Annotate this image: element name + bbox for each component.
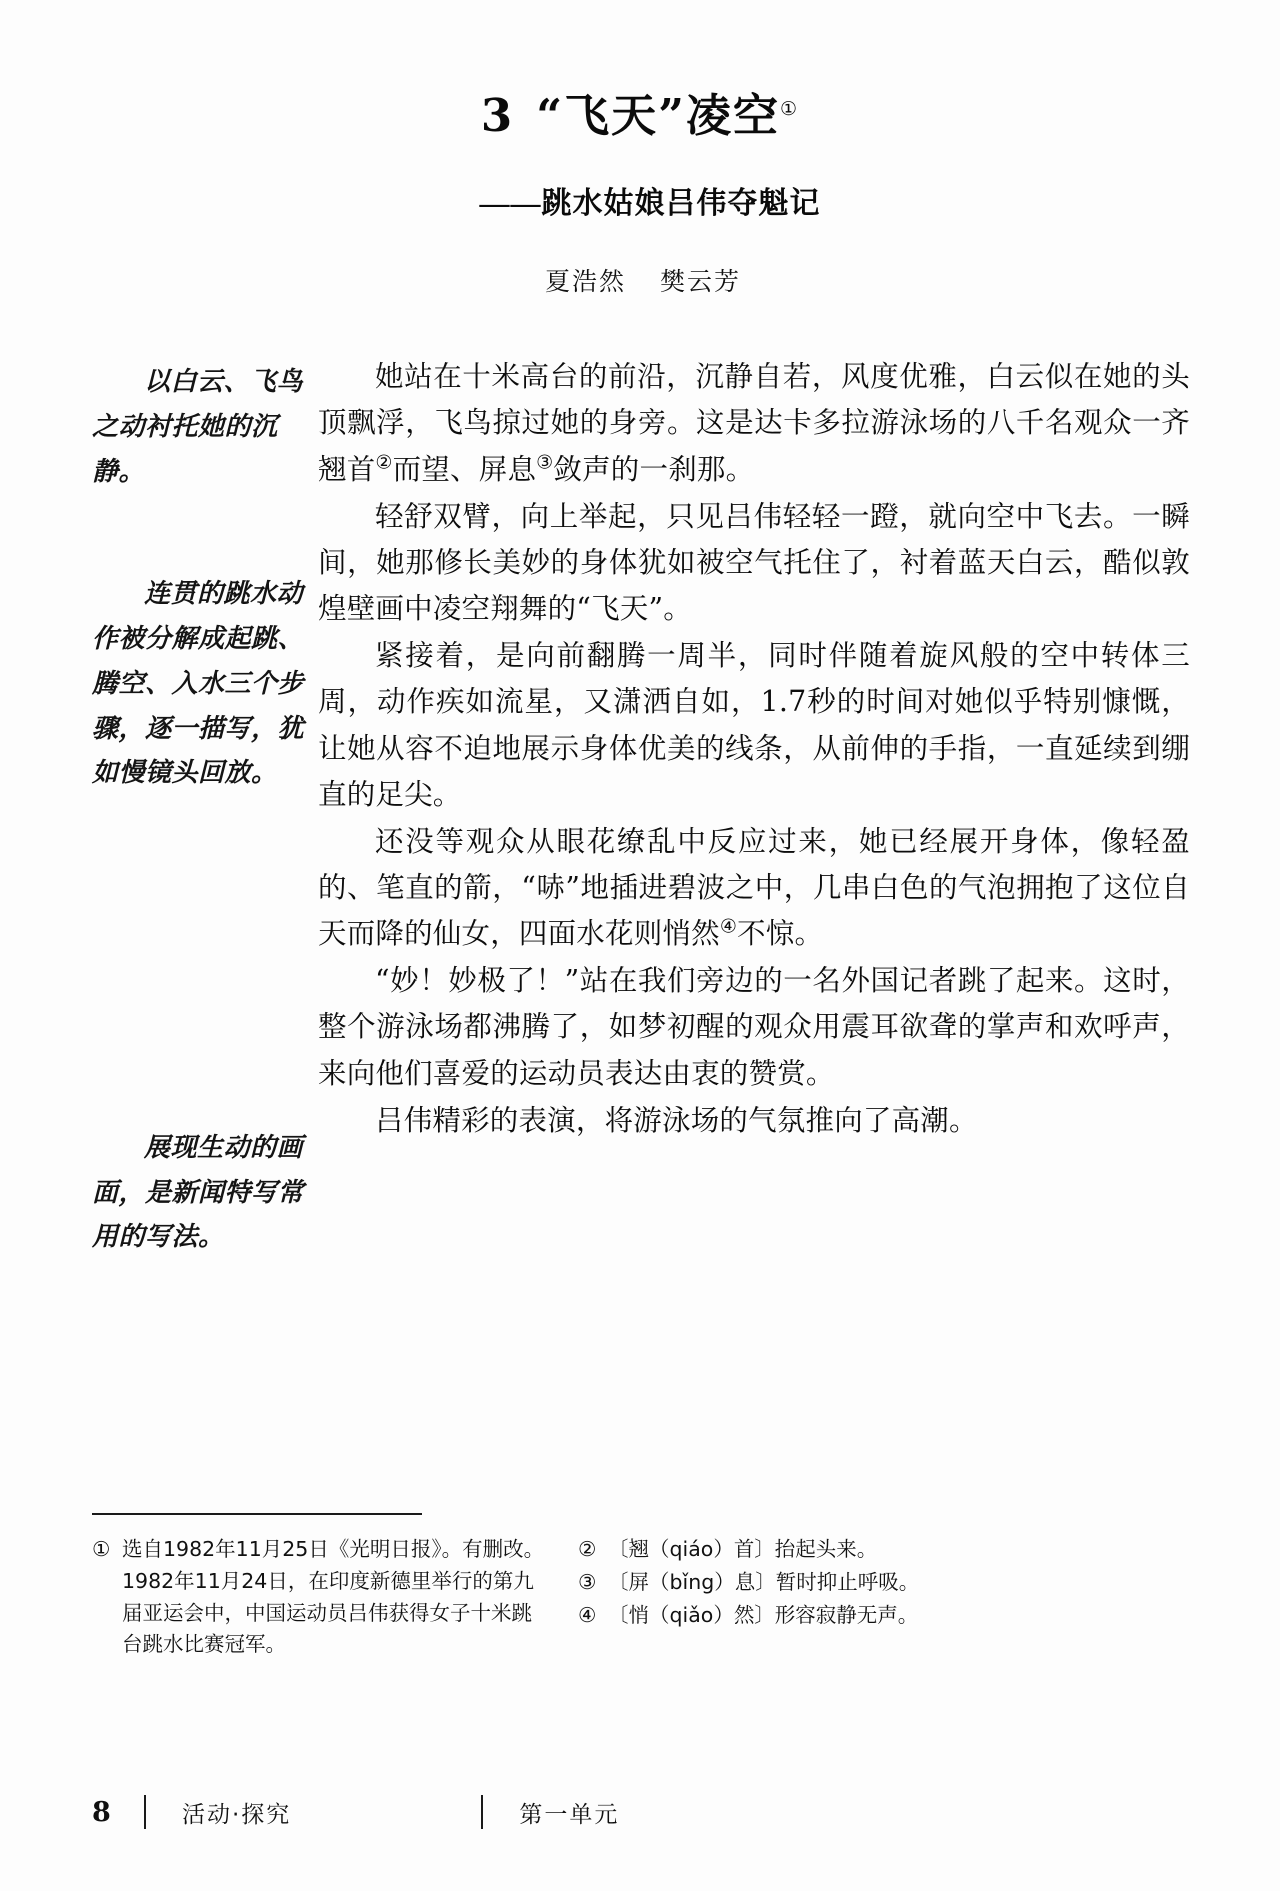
body-paragraph-5 [318,958,1190,1096]
footnote-marker: ④ [578,1602,597,1627]
footnote-marker-2-icon: ② [375,451,393,474]
paragraph-text: 吕伟精彩的表演，将游泳场的气氛推向了高潮。 [375,1103,978,1137]
footnote-separator-rule [92,1513,422,1515]
footnote-marker: ① [92,1537,111,1561]
paragraph-text: 还没等观众从眼花缭乱中反应过来，她已经展开身体，像轻盈的、笔直的箭，“哧”地插进碧波之中，几串白色的气泡拥抱了这位自天而降的仙女，四面水花则悄然 [318,824,1190,951]
title-block [0,0,1280,298]
body-text-column [318,354,1280,1145]
paragraph-text: 紧接着，是向前翻腾一周半，同时伴随着旋风般的空中转体三周，动作疾如流星，又潇洒自如，1.7秒的时间对她似乎特别慷慨，让她从容不迫地展示身体优美的线条，从前伸的手指，一直延续到绷直的足尖。 [318,639,1190,811]
footnote-marker: ② [578,1537,597,1561]
footnote-line: 台跳水比赛冠军。 [122,1632,286,1657]
footnote-column-right [578,1534,1190,1662]
footer-divider-1 [144,1795,146,1829]
content-area [0,354,1280,1260]
footnote-line: 选自1982年11月25日《光明日报》。有删改。 [122,1537,545,1561]
paragraph-text: 轻舒双臂，向上举起，只见吕伟轻轻一蹬，就向空中飞去。一瞬间，她那修长美妙的身体犹如被空气托住了，衬着蓝天白云，酷似敦煌壁画中凌空翔舞的“飞天”。 [318,499,1190,626]
footer-section-label: 活动·探究 [182,1801,292,1828]
footer-divider-2 [481,1795,483,1829]
title-footnote-marker-icon: ① [780,98,800,120]
author-line [0,262,1280,298]
footnote-line: 届亚运会中，中国运动员吕伟获得女子十米跳 [122,1600,532,1625]
body-paragraph-4 [318,819,1190,957]
footnote-text: 〔翘（qiáo）首〕抬起头来。 [608,1537,878,1561]
page-title [481,88,799,144]
footnote-line: 1982年11月24日，在印度新德里举行的第九 [122,1568,534,1593]
paragraph-text: 敛声的一刹那。 [553,452,755,486]
paragraph-text: 不惊。 [737,917,824,951]
margin-annotation-3: 展现生动的画面，是新闻特写常用的写法。 [92,1133,305,1252]
footnote-item [578,1600,1190,1632]
paragraph-text: “妙！妙极了！”站在我们旁边的一名外国记者跳了起来。这时，整个游泳场都沸腾了，如梦初醒的观众用震耳欲聋的掌声和欢呼声，来向他们喜爱的运动员表达由衷的赞赏。 [318,964,1190,1090]
author-first: 夏浩然 [544,269,626,297]
lesson-title-text: “飞天”凌空 [536,89,781,142]
footnote-marker-4-icon: ④ [719,915,738,938]
footnote-marker: ③ [578,1569,597,1594]
body-paragraph-2 [318,494,1190,632]
body-paragraph-6 [318,1098,1190,1144]
footnote-text: 〔屏（bǐng）息〕暂时抑止呼吸。 [608,1569,920,1594]
footnotes-area [92,1534,1190,1662]
margin-annotation-column [0,354,318,1260]
page-subtitle: ——跳水姑娘吕伟夺魁记 [479,187,821,221]
footnote-item [578,1567,1190,1599]
paragraph-text: 她站在十米高台的前沿，沉静自若，风度优雅，白云似在她的头顶飘浮，飞鸟掠过她的身旁。这是达卡多拉游泳场的八千名观众一齐翘首 [318,360,1190,486]
footnote-marker-3-icon: ③ [536,451,554,474]
author-second: 樊云芳 [660,269,742,297]
lesson-number: 3 [480,89,515,142]
footnote-text: 〔悄（qiǎo）然〕形容寂静无声。 [608,1602,919,1627]
margin-annotation-2: 连贯的跳水动作被分解成起跳、腾空、入水三个步骤，逐一描写，犹如慢镜头回放。 [92,579,305,788]
footnote-item [92,1534,552,1661]
footnote-text [122,1534,552,1661]
paragraph-text: 而望、屏息 [392,452,537,486]
footer-unit-label: 第一单元 [519,1801,620,1828]
footnote-column-left [92,1534,552,1662]
body-paragraph-1 [318,354,1190,492]
page-number: 8 [92,1796,111,1828]
footnote-item [578,1534,1190,1566]
margin-annotation-1: 以白云、飞鸟之动衬托她的沉静。 [92,367,304,486]
page-footer [92,1795,1190,1829]
body-paragraph-3 [318,633,1190,818]
